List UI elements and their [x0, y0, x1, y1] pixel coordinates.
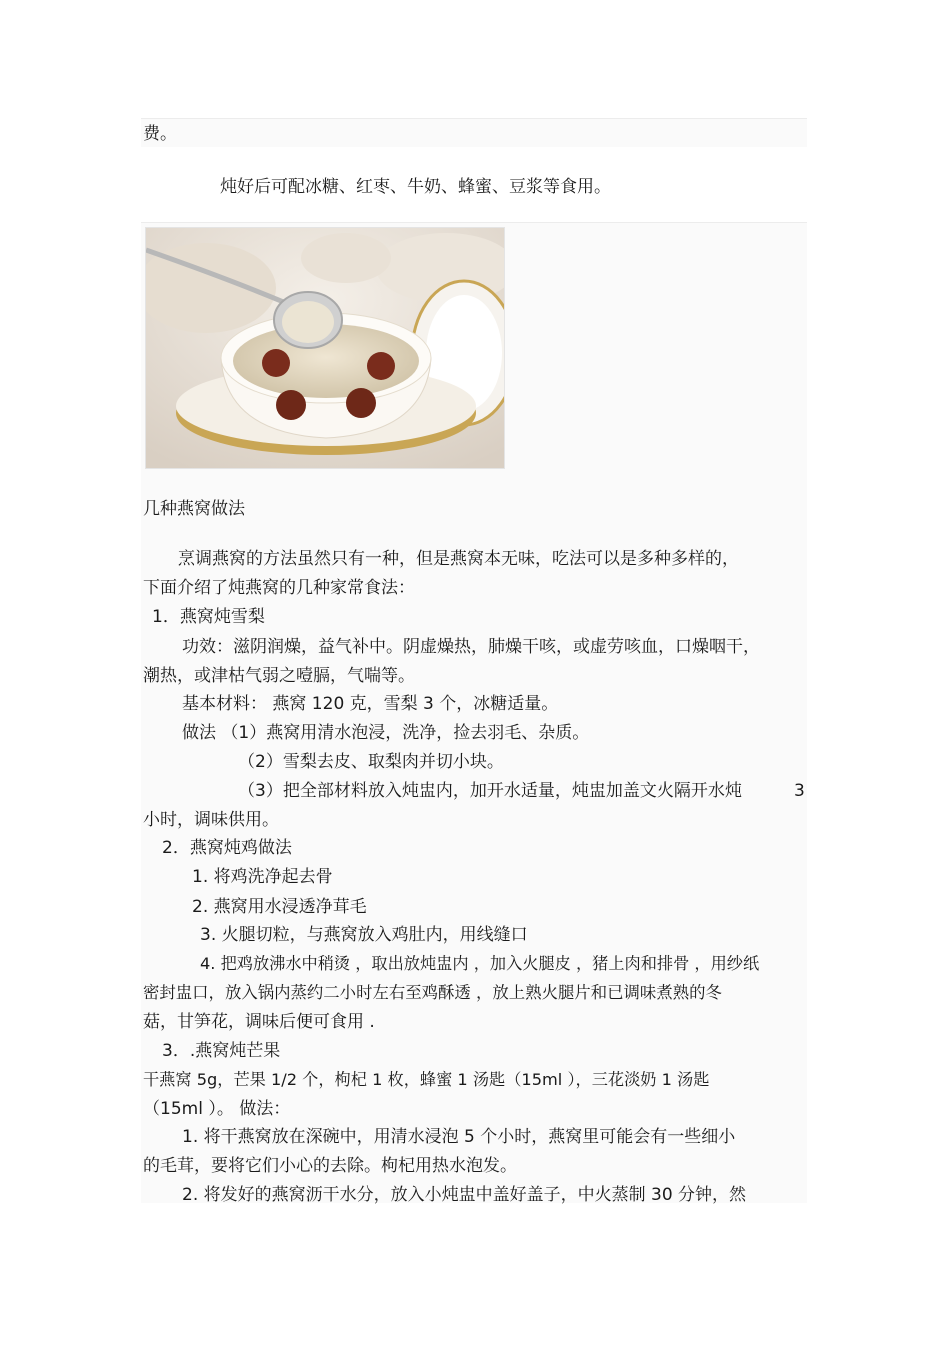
text-line: 的毛茸，要将它们小心的去除。枸杞用热水泡发。	[143, 1156, 517, 1176]
text-line: 菇，甘笋花，调味后便可食用 .	[143, 1012, 375, 1032]
text-line: 潮热，或津枯气弱之噎膈，气喘等。	[143, 666, 415, 686]
text-line: 费。	[143, 124, 177, 144]
text-line: 2. 燕窝用水浸透净茸毛	[192, 897, 367, 917]
text-line: 功效：滋阴润燥，益气补中。阴虚燥热，肺燥干咳，或虚劳咳血，口燥咽干，	[182, 637, 760, 657]
text-line: 密封盅口，放入锅内蒸约二小时左右至鸡酥透 ，放上熟火腿片和已调味煮熟的冬	[143, 983, 722, 1002]
text-line: 基本材料： 燕窝 120 克，雪梨 3 个，冰糖适量。	[182, 694, 559, 714]
text-line: 2. 将发好的燕窝沥干水分，放入小炖盅中盖好盖子，中火蒸制 30 分钟，然	[182, 1185, 747, 1205]
text-line: 3	[794, 781, 805, 801]
text-line: （2）雪梨去皮、取梨肉并切小块。	[238, 752, 504, 772]
text-line: 3．.燕窝炖芒果	[162, 1041, 281, 1061]
text-line: 小时，调味供用。	[143, 810, 279, 830]
text-line: 3. 火腿切粒，与燕窝放入鸡肚内，用线缝口	[200, 925, 528, 945]
text-line: 1．燕窝炖雪梨	[152, 607, 265, 627]
text-line: 2．燕窝炖鸡做法	[162, 838, 292, 858]
text-line: （15ml ）。 做法：	[143, 1099, 291, 1119]
text-line: 1. 将干燕窝放在深碗中，用清水浸泡 5 个小时，燕窝里可能会有一些细小	[182, 1127, 736, 1147]
text-line: 干燕窝 5g，芒果 1/2 个，枸杞 1 枚，蜂蜜 1 汤匙（15ml ），三花淡奶 1 汤匙	[143, 1070, 710, 1089]
text-line: （3）把全部材料放入炖盅内，加开水适量，炖盅加盖文火隔开水炖	[238, 781, 742, 801]
text-line: 1. 将鸡洗净起去骨	[192, 867, 333, 887]
text-line: 炖好后可配冰糖、红枣、牛奶、蜂蜜、豆浆等食用。	[220, 177, 611, 197]
top-strip	[141, 118, 807, 147]
section-title: 几种燕窝做法	[143, 499, 245, 519]
text-line: 4. 把鸡放沸水中稍烫 ，取出放炖盅内 ，加入火腿皮 ，猪上肉和排骨 ，用纱纸	[200, 954, 760, 973]
text-line: 下面介绍了炖燕窝的几种家常食法：	[143, 578, 415, 598]
bird-nest-soup-photo	[145, 227, 505, 469]
text-line: 烹调燕窝的方法虽然只有一种，但是燕窝本无味，吃法可以是多种多样的，	[178, 549, 739, 569]
text-line: 做法 （1）燕窝用清水泡浸，洗净，捡去羽毛、杂质。	[182, 723, 590, 743]
